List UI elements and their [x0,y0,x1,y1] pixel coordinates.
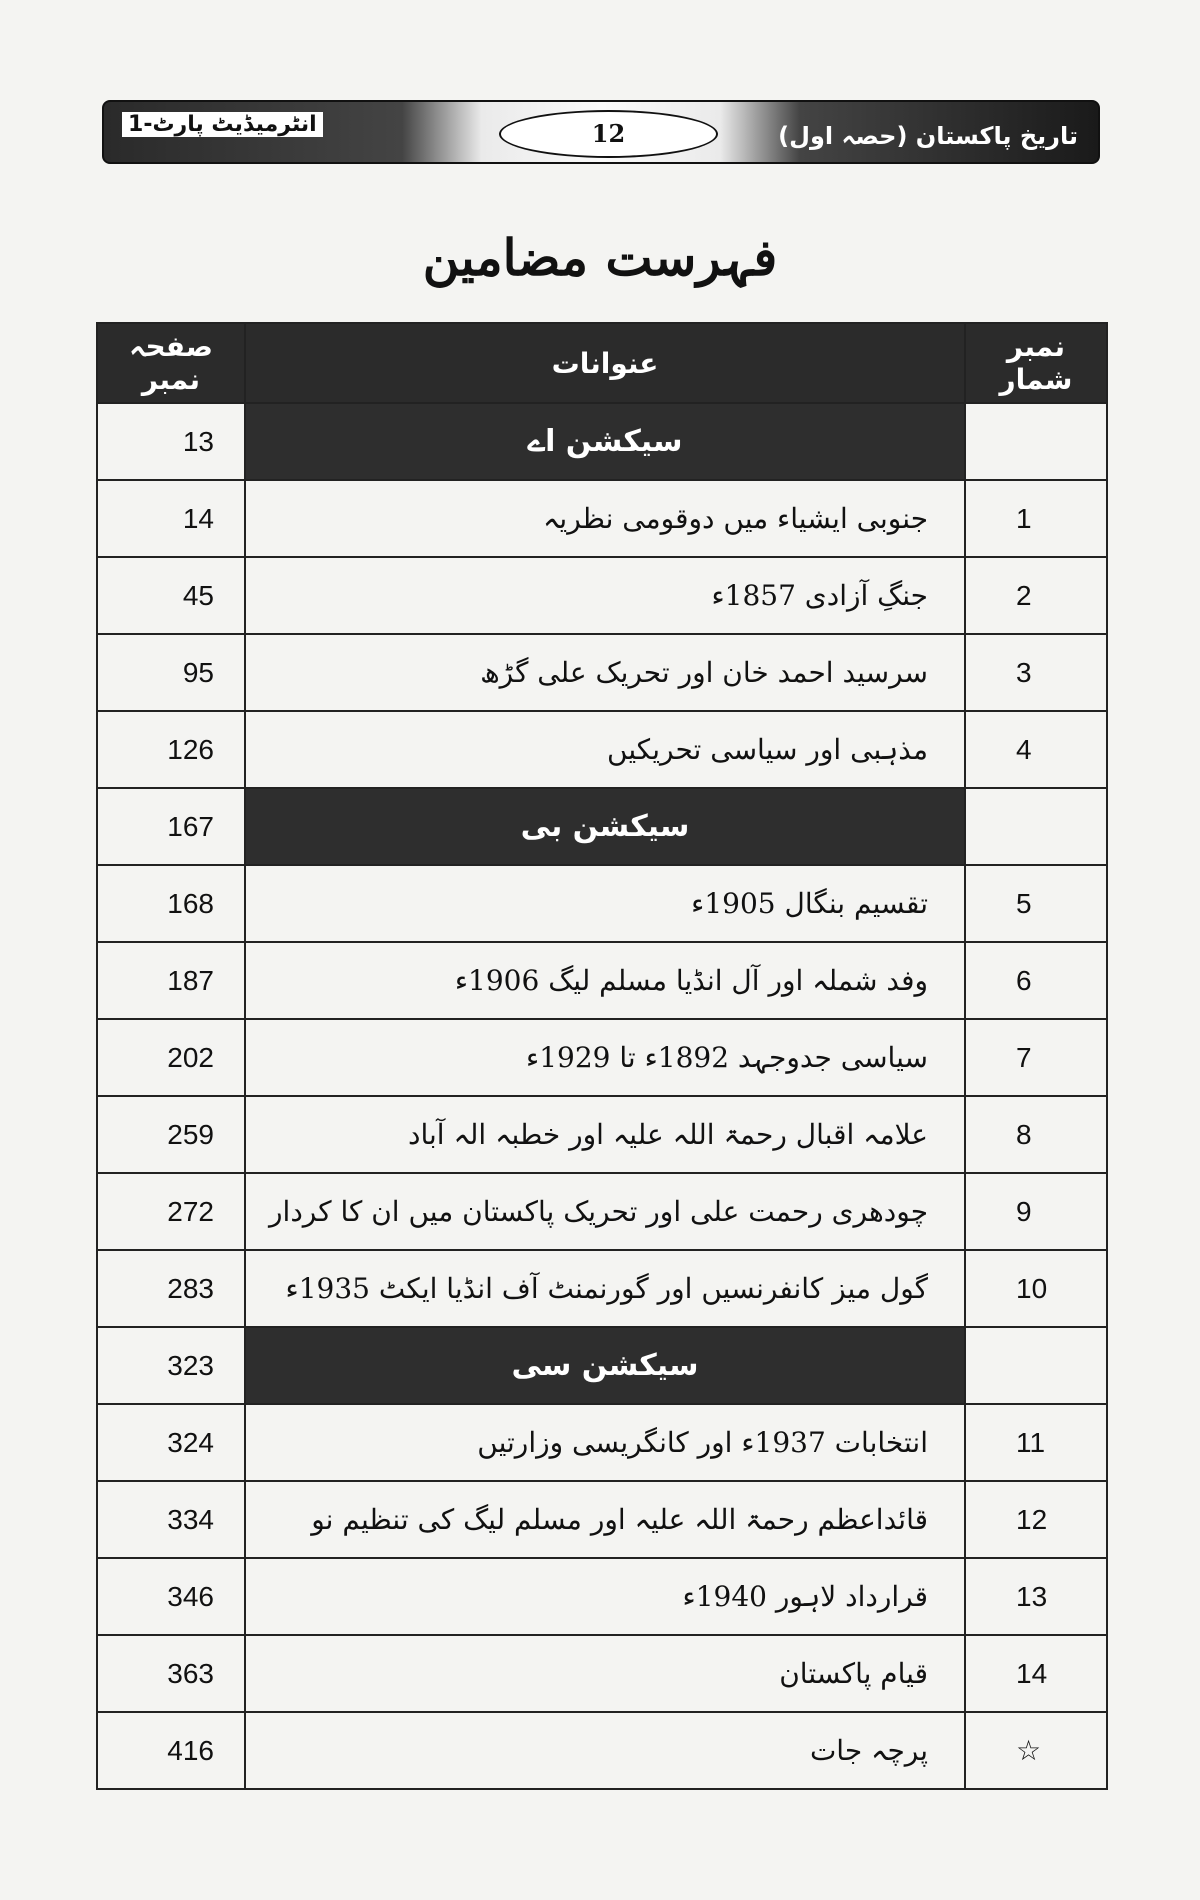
page-number-cell: 13 [97,403,245,480]
table-row [97,942,1107,1019]
serial-number-cell: 1 [965,480,1107,557]
table-row [97,1712,1107,1789]
table-row [97,634,1107,711]
page-number-cell: 14 [97,480,245,557]
serial-number-cell [965,788,1107,865]
serial-number-cell: 2 [965,557,1107,634]
table-row [97,711,1107,788]
serial-number-cell [965,403,1107,480]
topic-title-cell: جنوبی ایشیاء میں دوقومی نظریہ [245,480,965,557]
topic-title-cell: سرسید احمد خان اور تحریک علی گڑھ [245,634,965,711]
section-row [97,788,1107,865]
serial-number-cell: 10 [965,1250,1107,1327]
topic-title-cell: سیاسی جدوجہد 1892ء تا 1929ء [245,1019,965,1096]
header-right-title: تاریخ پاکستان (حصہ اول) [778,122,1078,150]
page-number-cell: 363 [97,1635,245,1712]
topic-title-cell: انتخابات 1937ء اور کانگریسی وزارتیں [245,1404,965,1481]
column-header-page: صفحہ نمبر [97,323,245,403]
page-number-cell: 45 [97,557,245,634]
serial-number-cell: 7 [965,1019,1107,1096]
page-number-cell: 323 [97,1327,245,1404]
page-number-cell: 283 [97,1250,245,1327]
serial-number-cell: 3 [965,634,1107,711]
table-row [97,1250,1107,1327]
topic-title-cell: گول میز کانفرنسیں اور گورنمنٹ آف انڈیا ایکٹ 1935ء [245,1250,965,1327]
topic-title-cell: وفد شملہ اور آل انڈیا مسلم لیگ 1906ء [245,942,965,1019]
serial-number-cell: 6 [965,942,1107,1019]
page-number-cell: 187 [97,942,245,1019]
topic-title-cell: قائداعظم رحمۃ اللہ علیہ اور مسلم لیگ کی تنظیم نو [245,1481,965,1558]
serial-number-cell: 11 [965,1404,1107,1481]
table-row [97,557,1107,634]
page-number-cell: 126 [97,711,245,788]
page-number-cell: 324 [97,1404,245,1481]
contents-table-body [97,403,1107,1789]
serial-number-cell: 14 [965,1635,1107,1712]
topic-title-cell: پرچہ جات [245,1712,965,1789]
page-number-cell: 334 [97,1481,245,1558]
topic-title-cell: جنگِ آزادی 1857ء [245,557,965,634]
serial-number-cell [965,1327,1107,1404]
page-number-cell: 346 [97,1558,245,1635]
page-number-cell: 95 [97,634,245,711]
header-page-number: 12 [499,110,718,158]
table-row [97,1558,1107,1635]
serial-number-cell: 9 [965,1173,1107,1250]
page-number-cell: 272 [97,1173,245,1250]
table-row [97,1481,1107,1558]
section-row [97,1327,1107,1404]
section-title-cell: سیکشن سی [245,1327,965,1404]
topic-title-cell: تقسیم بنگال 1905ء [245,865,965,942]
section-row [97,403,1107,480]
page-number-cell: 168 [97,865,245,942]
table-row [97,1173,1107,1250]
topic-title-cell: چودھری رحمت علی اور تحریک پاکستان میں ان کا کردار [245,1173,965,1250]
contents-table [96,322,1108,1790]
column-header-number: نمبر شمار [965,323,1107,403]
star-icon: ☆ [965,1712,1107,1789]
serial-number-cell: 4 [965,711,1107,788]
document-title: فہرست مضامین [422,228,778,287]
table-row [97,1404,1107,1481]
topic-title-cell: قیام پاکستان [245,1635,965,1712]
table-row [97,1096,1107,1173]
header-left-title: انٹرمیڈیٹ پارٹ-1 [122,112,323,137]
serial-number-cell: 5 [965,865,1107,942]
serial-number-cell: 8 [965,1096,1107,1173]
page-number-cell: 416 [97,1712,245,1789]
table-row [97,865,1107,942]
page-number-cell: 259 [97,1096,245,1173]
table-row [97,1635,1107,1712]
topic-title-cell: قرارداد لاہور 1940ء [245,1558,965,1635]
section-title-cell: سیکشن اے [245,403,965,480]
serial-number-cell: 13 [965,1558,1107,1635]
column-header-topics: عنوانات [245,323,965,403]
page-number-cell: 202 [97,1019,245,1096]
page-number-cell: 167 [97,788,245,865]
page-header [102,100,1100,164]
section-title-cell: سیکشن بی [245,788,965,865]
table-row [97,480,1107,557]
table-row [97,1019,1107,1096]
topic-title-cell: مذہبی اور سیاسی تحریکیں [245,711,965,788]
topic-title-cell: علامہ اقبال رحمۃ اللہ علیہ اور خطبہ الہ آباد [245,1096,965,1173]
serial-number-cell: 12 [965,1481,1107,1558]
table-header-row [97,323,1107,403]
